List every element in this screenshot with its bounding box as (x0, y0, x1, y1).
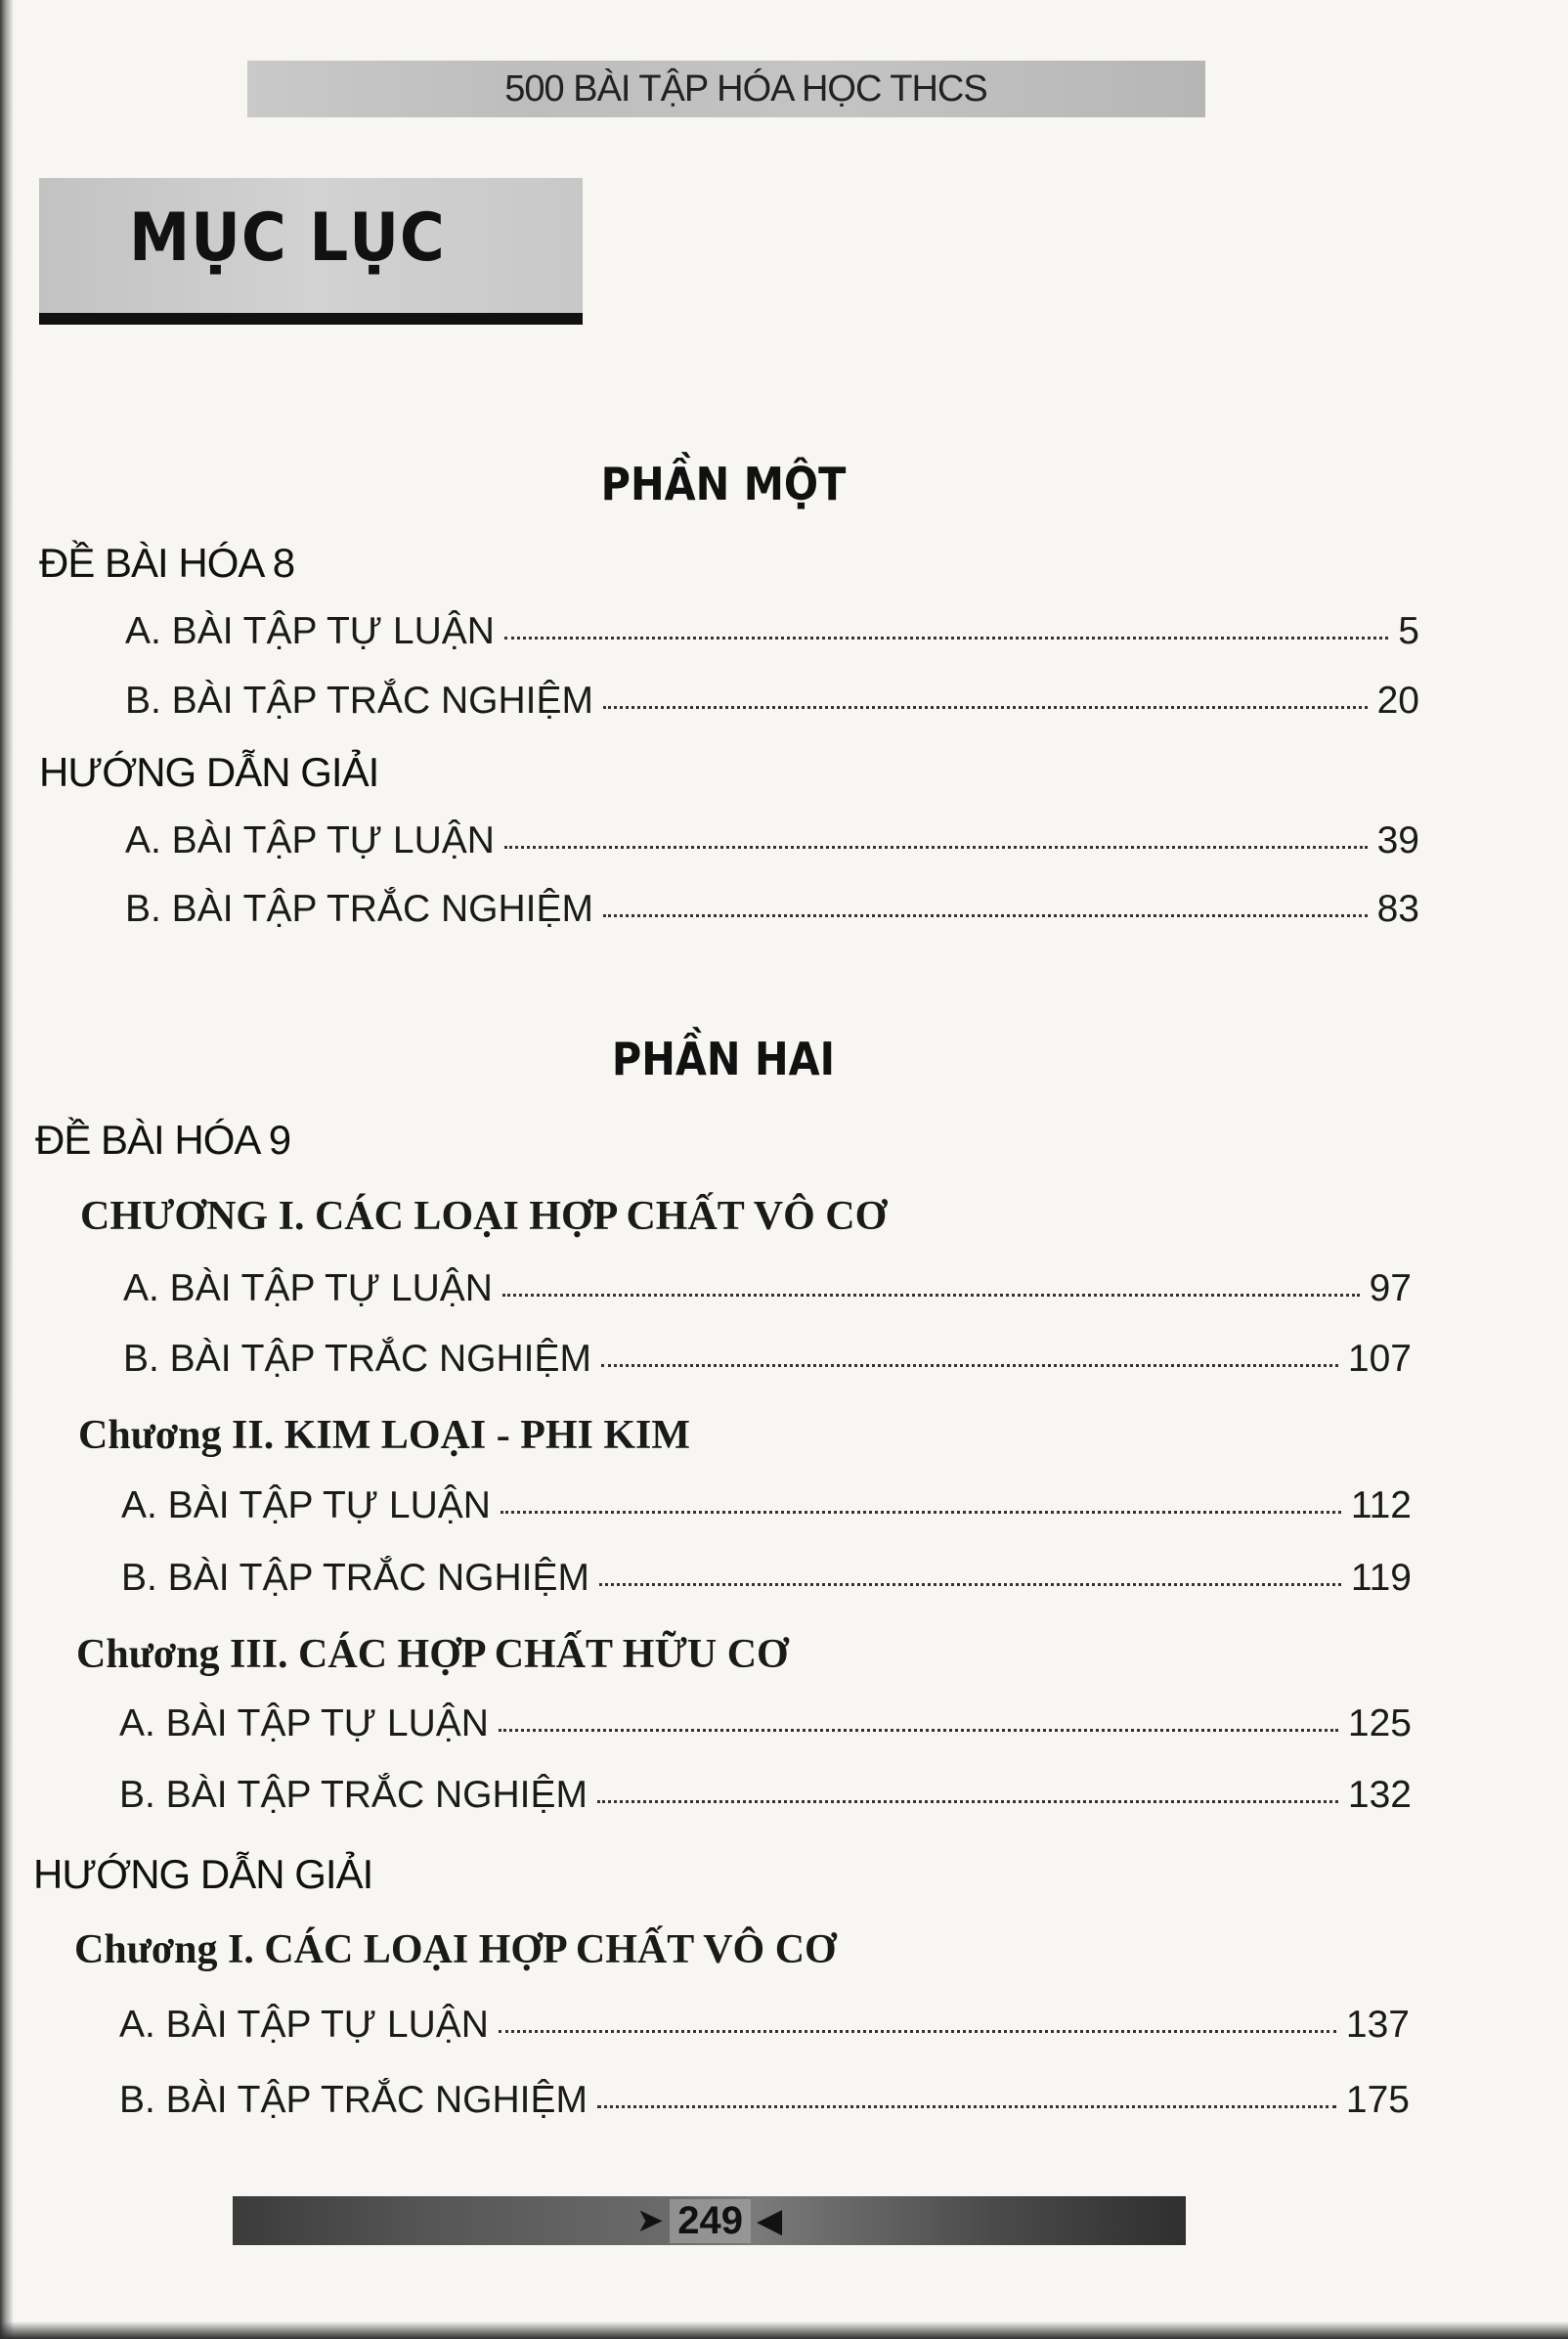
toc-entry[interactable] (125, 819, 1419, 862)
toc-leader-dots (504, 636, 1388, 640)
toc-leader-dots (603, 913, 1368, 917)
toc-leader-dots (504, 845, 1368, 849)
page-number: 249 (670, 2199, 751, 2243)
toc-entry-page: 119 (1350, 1557, 1412, 1599)
running-header-text: 500 BÀI TẬP HÓA HỌC THCS (504, 67, 987, 110)
toc-entry[interactable] (123, 1267, 1412, 1310)
toc-entry-label: B. BÀI TẬP TRẮC NGHIỆM (125, 680, 593, 722)
toc-entry-label: B. BÀI TẬP TRẮC NGHIỆM (121, 1557, 589, 1599)
toc-entry[interactable] (125, 680, 1419, 723)
running-header (247, 61, 1205, 117)
toc-banner (39, 178, 583, 317)
page-edge-shadow (0, 0, 14, 2339)
toc-leader-dots (501, 1510, 1341, 1514)
part-one-title: PHẦN MỘT (600, 458, 847, 510)
right-arrow-icon: ➤ (635, 2201, 665, 2240)
chapter-title: CHƯƠNG I. CÁC LOẠI HỢP CHẤT VÔ CƠ (80, 1194, 888, 1239)
toc-leader-dots (597, 2104, 1336, 2108)
toc-entry-page: 175 (1345, 2079, 1410, 2121)
page-footer (233, 2196, 1186, 2245)
toc-entry-label: A. BÀI TẬP TỰ LUẬN (125, 610, 495, 652)
toc-entry[interactable] (125, 888, 1419, 931)
toc-entry[interactable] (123, 1338, 1412, 1381)
toc-leader-dots (601, 1363, 1338, 1367)
left-arrow-icon: ◀ (757, 2201, 783, 2240)
page-edge-bottom-shadow (0, 2321, 1568, 2339)
toc-entry[interactable] (121, 1484, 1412, 1527)
toc-leader-dots (502, 1293, 1360, 1297)
toc-entry-page: 107 (1347, 1338, 1412, 1380)
toc-entry-page: 112 (1350, 1484, 1412, 1526)
toc-entry-label: B. BÀI TẬP TRẮC NGHIỆM (125, 888, 593, 930)
toc-entry-page: 39 (1376, 819, 1419, 861)
part-two-title: PHẦN HAI (611, 1033, 836, 1085)
chapter-title: Chương III. CÁC HỢP CHẤT HỮU CƠ (76, 1632, 789, 1677)
toc-leader-dots (499, 1728, 1338, 1732)
toc-leader-dots (603, 705, 1368, 709)
toc-entry-page: 97 (1369, 1267, 1412, 1309)
toc-entry-page: 83 (1376, 888, 1419, 930)
toc-entry-page: 5 (1398, 610, 1419, 652)
chapter-title: Chương I. CÁC LOẠI HỢP CHẤT VÔ CƠ (74, 1927, 837, 1972)
toc-entry[interactable] (119, 1702, 1412, 1745)
toc-entry-label: B. BÀI TẬP TRẮC NGHIỆM (123, 1338, 591, 1380)
toc-leader-dots (499, 2029, 1336, 2033)
banner-underline (39, 313, 583, 325)
section-exercises-grade8: ĐỀ BÀI HÓA 8 (39, 540, 295, 586)
toc-entry[interactable] (125, 610, 1419, 653)
section-solutions-grade8: HƯỚNG DẪN GIẢI (39, 749, 379, 795)
toc-entry-page: 20 (1376, 680, 1419, 722)
toc-entry-label: A. BÀI TẬP TỰ LUẬN (125, 819, 495, 861)
toc-entry-label: A. BÀI TẬP TỰ LUẬN (123, 1267, 493, 1309)
toc-entry-label: A. BÀI TẬP TỰ LUẬN (121, 1484, 491, 1526)
section-solutions-grade9: HƯỚNG DẪN GIẢI (33, 1851, 373, 1897)
page-title: MỤC LỤC (129, 199, 446, 277)
toc-entry-page: 125 (1347, 1702, 1412, 1744)
toc-entry-label: A. BÀI TẬP TỰ LUẬN (119, 2004, 489, 2046)
toc-entry[interactable] (121, 1557, 1412, 1600)
toc-entry-label: B. BÀI TẬP TRẮC NGHIỆM (119, 1774, 588, 1816)
toc-entry-page: 137 (1345, 2004, 1410, 2046)
chapter-title: Chương II. KIM LOẠI - PHI KIM (78, 1413, 691, 1458)
section-exercises-grade9: ĐỀ BÀI HÓA 9 (35, 1117, 291, 1163)
toc-leader-dots (597, 1799, 1338, 1803)
toc-entry-label: B. BÀI TẬP TRẮC NGHIỆM (119, 2079, 588, 2121)
toc-entry[interactable] (119, 2079, 1410, 2122)
toc-entry-label: A. BÀI TẬP TỰ LUẬN (119, 1702, 489, 1744)
toc-entry-page: 132 (1347, 1774, 1412, 1816)
toc-leader-dots (599, 1582, 1341, 1586)
toc-entry[interactable] (119, 1774, 1412, 1817)
toc-entry[interactable] (119, 2004, 1410, 2047)
